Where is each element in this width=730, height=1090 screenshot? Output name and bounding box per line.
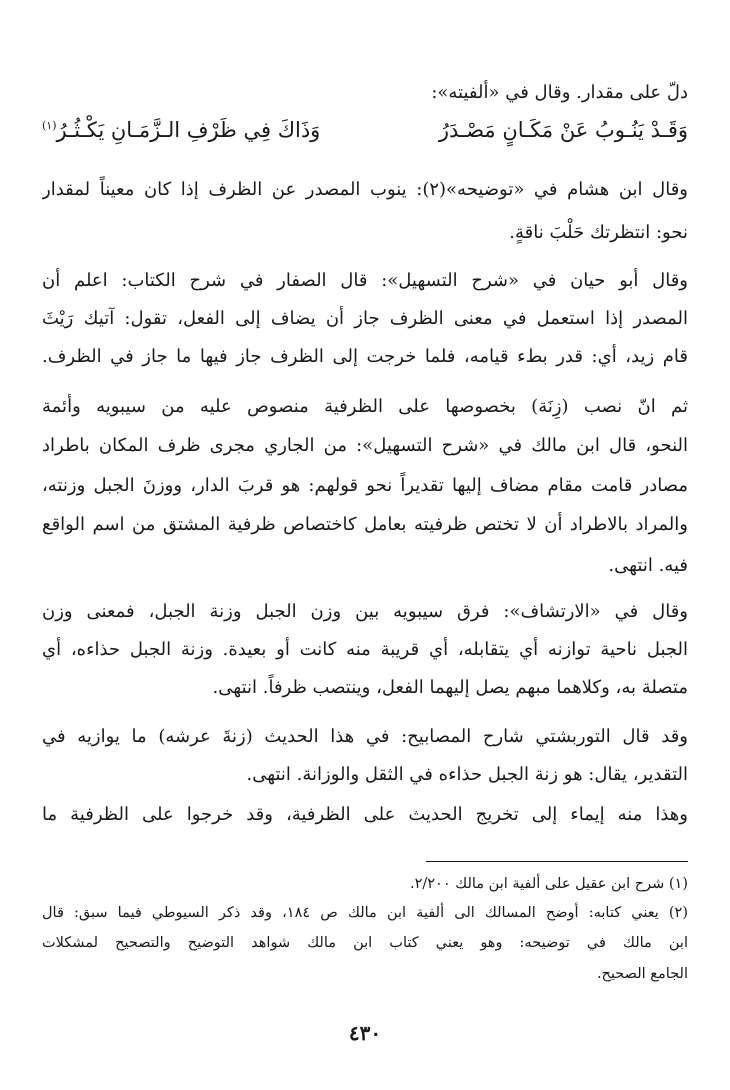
text-line: المصدر إذا استعمل في معنى الظرف جاز أن يضاف إلى الفعل، تقول: آتيك رَيْثَ [42, 308, 688, 329]
text-line: نحو: انتظرتك حَلْبَ ناقةٍ. [509, 222, 688, 243]
footnote: (١) شرح ابن عقيل على ألفية ابن مالك ٢/٢٠٠. [409, 876, 688, 892]
text-line: التقدير، يقال: هو زنة الجبل حذاءه في الثقل والوزانة. انتهى. [246, 764, 688, 785]
verse-first-hemistich: وَقَـدْ يَنُـوبُ عَنْ مَكَـانٍ مَصْـدَرُ [438, 118, 688, 142]
text-line: وقال ابن هشام في «توضيحه»(٢): ينوب المصدر عن الظرف إذا كان معيناً لمقدار [42, 179, 688, 200]
poetry-verse [42, 110, 688, 150]
text-line: ثم انّ نصب (زِنَة) بخصوصها على الظرفية منصوص عليه من سيبويه وأئمة [42, 396, 688, 417]
verse-second-hemistich: وَذَاكَ فِي ظَرْفِ الـزَّمَـانِ يَكْـثُـرُ [56, 118, 321, 142]
text-line: فيه. انتهى. [608, 555, 688, 576]
text-line: وهذا منه إيماء إلى تخريج الحديث على الظرفية، وقد خرجوا على الظرفية ما [42, 804, 688, 825]
footnote: الجامع الصحيح. [596, 966, 688, 982]
text-line: دلّ على مقدار. وقال في «ألفيته»: [431, 82, 688, 103]
text-line: الجبل ناحية توازنه أي يتقابله، أي قريبة منه كانت أو بعيدة. وزنة الجبل حذاءه، أي [42, 639, 688, 660]
footnote: (٢) يعني كتابه: أوضح المسالك الى ألفية ابن مالك ص ١٨٤، وقد ذكر السيوطي فيما سبق: قال [42, 905, 688, 921]
text-line: قام زيد، أي: قدر بطء قيامه، فلما خرجت إلى الظرف جاز فيها ما جاز في الظرف. [42, 346, 688, 367]
footnote-separator [426, 861, 688, 862]
footnote: ابن مالك في توضيحه: وهو يعني كتاب ابن مالك شواهد التوضيح والتصحيح لمشكلات [42, 935, 688, 951]
text-line: متصلة به، وكلاهما مبهم يصل إليهما الفعل، وينتصب ظرفاً. انتهى. [212, 677, 688, 698]
text-line: مصادر قامت مقام مضاف إليها تقديراً نحو قولهم: هو قربَ الدار، ووزنَ الجبل وزنته، [42, 475, 688, 496]
text-line: والمراد بالاطراد أن لا تختص ظرفيته بعامل كاختصاص ظرفية المشتق من اسم الواقع [42, 514, 688, 535]
text-line: النحو، قال ابن مالك في «شرح التسهيل»: من الجاري مجرى ظرف المكان باطراد [42, 435, 688, 456]
verse-second-hemistich-wrap [42, 110, 320, 150]
text-line: وقال في «الارتشاف»: فرق سيبويه بين وزن الجبل وزنة الجبل، فمعنى وزن [42, 601, 688, 622]
footnote-marker: (١) [42, 119, 57, 132]
text-line: وقال أبو حيان في «شرح التسهيل»: قال الصفار في شرح الكتاب: اعلم أن [42, 270, 688, 291]
page-number: ٤٣٠ [348, 1021, 382, 1045]
text-line: وقد قال التوربشتي شارح المصابيح: في هذا الحديث (زنةَ عرشه) ما يوازيه في [42, 726, 688, 747]
